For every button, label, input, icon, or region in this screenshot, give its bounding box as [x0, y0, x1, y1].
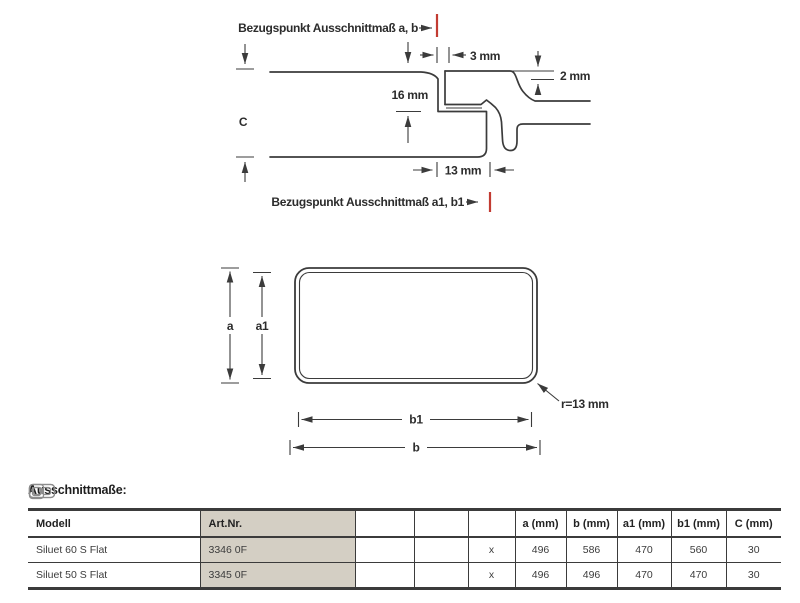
header-b: b (mm)	[566, 510, 617, 538]
header-a: a (mm)	[515, 510, 566, 538]
profile-cross-section	[236, 14, 590, 212]
header-basin-right	[355, 510, 414, 538]
cell-a: 496	[515, 537, 566, 563]
cell-a1: 470	[617, 537, 671, 563]
cell-basin-left	[414, 537, 468, 563]
section-title: Ausschnittmaße:	[28, 483, 127, 497]
cell-basin-square: x	[468, 537, 515, 563]
header-artnr: Art.Nr.	[200, 510, 355, 538]
header-a1: a1 (mm)	[617, 510, 671, 538]
c-label: C	[238, 115, 248, 129]
a-label: a	[226, 319, 234, 333]
cutout-outer-rect	[295, 268, 537, 383]
dim2-label: 2 mm	[560, 69, 591, 83]
cutout-dimensions-table	[28, 508, 781, 590]
ref-label-ab: Bezugspunkt Ausschnittmaß a, b	[238, 21, 418, 35]
cell-a: 496	[515, 563, 566, 589]
cell-model: Siluet 60 S Flat	[28, 537, 200, 563]
cell-b1: 560	[671, 537, 726, 563]
cell-model: Siluet 50 S Flat	[28, 563, 200, 589]
dim13-label: 13 mm	[444, 163, 482, 178]
radius-arrow	[538, 384, 560, 402]
header-model: Modell	[28, 510, 200, 538]
ref-label-a1b1: Bezugspunkt Ausschnittmaß a1, b1	[271, 195, 464, 209]
cell-a1: 470	[617, 563, 671, 589]
table-row	[28, 537, 781, 563]
cutout-dimensions-section	[28, 483, 784, 590]
cutout-plan	[221, 268, 609, 455]
cutout-inner-rect	[300, 273, 533, 379]
radius-label: r=13 mm	[561, 397, 609, 411]
dim16-label: 16 mm	[391, 88, 428, 102]
header-c: C (mm)	[726, 510, 781, 538]
cell-b: 586	[566, 537, 617, 563]
worktop-outline	[270, 72, 487, 157]
cell-artnr: 3345 0F	[200, 563, 355, 589]
header-b1: b1 (mm)	[671, 510, 726, 538]
cell-c: 30	[726, 537, 781, 563]
a1-label: a1	[255, 319, 269, 333]
cell-b1: 470	[671, 563, 726, 589]
header-basin-square	[468, 510, 515, 538]
cell-artnr: 3346 0F	[200, 537, 355, 563]
cell-basin-square: x	[468, 563, 515, 589]
dim3-label: 3 mm	[470, 49, 501, 63]
cell-c: 30	[726, 563, 781, 589]
header-basin-left	[414, 510, 468, 538]
b-label: b	[412, 440, 420, 455]
b1-label: b1	[409, 412, 423, 427]
cell-basin-left	[414, 563, 468, 589]
table-header-row	[28, 510, 781, 538]
cell-basin-right	[355, 537, 414, 563]
cell-b: 496	[566, 563, 617, 589]
cell-basin-right	[355, 563, 414, 589]
table-row	[28, 563, 781, 589]
